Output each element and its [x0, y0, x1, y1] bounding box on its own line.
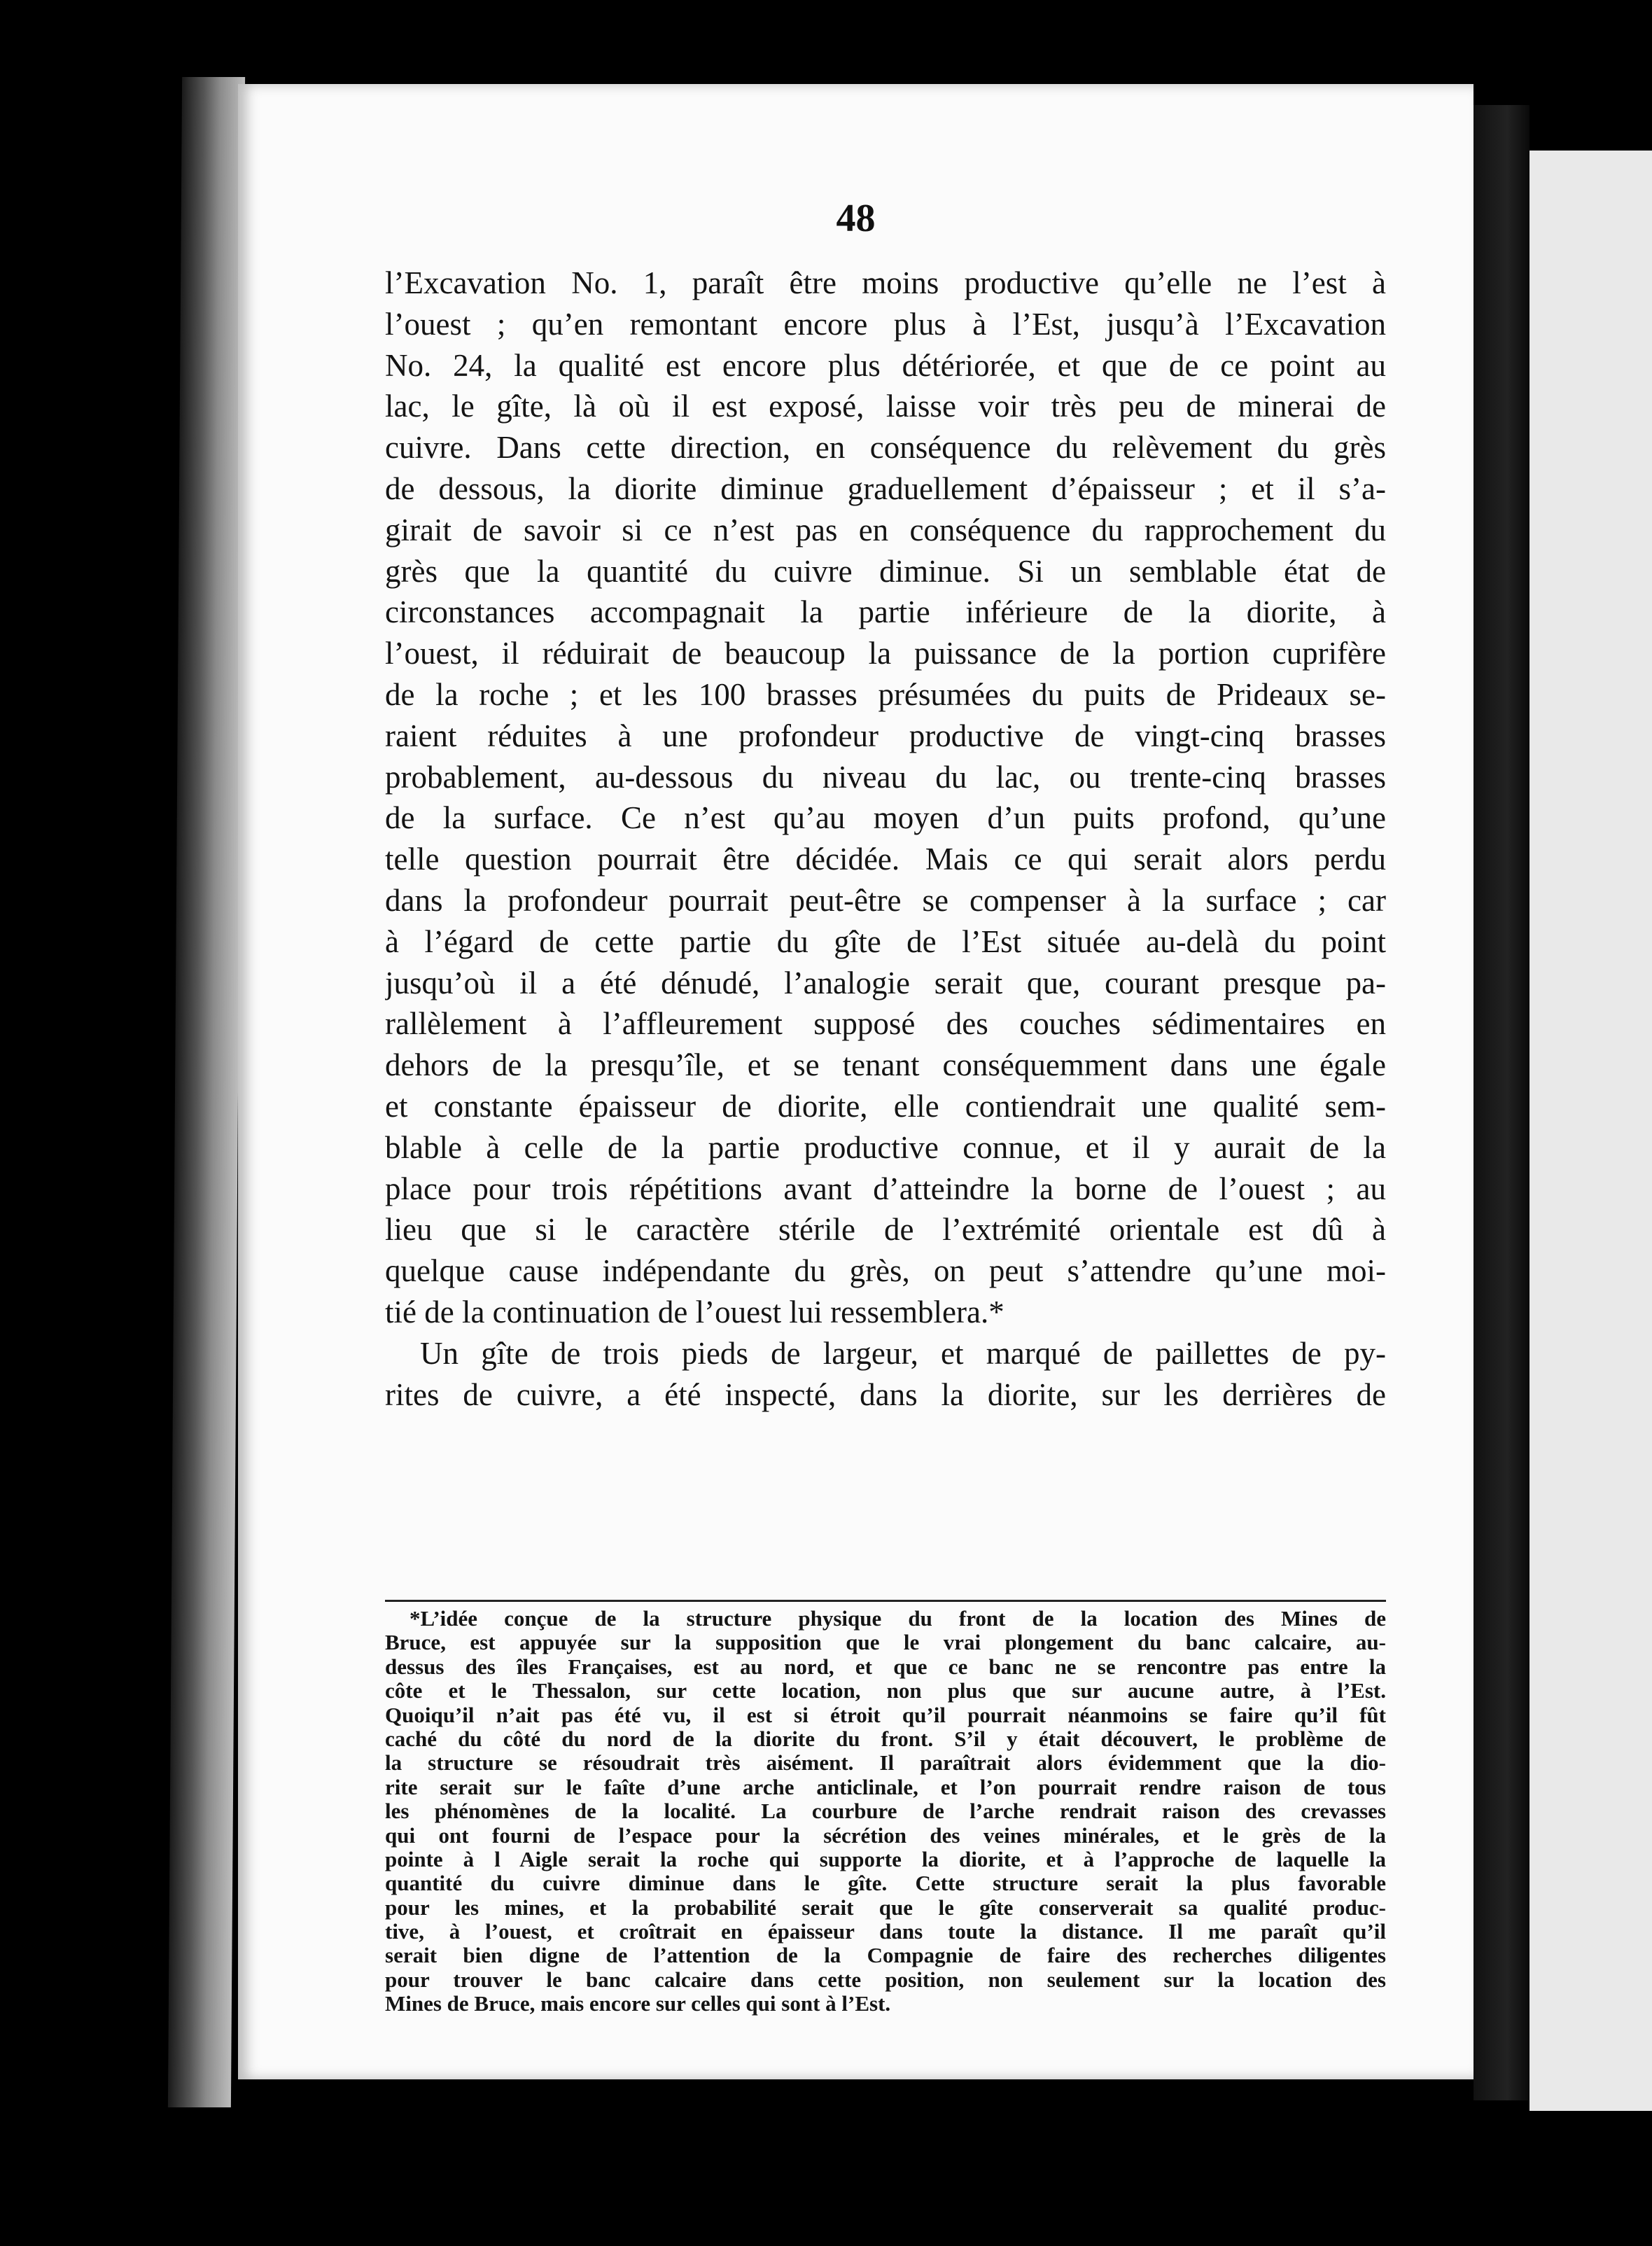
body-line: place pour trois répétitions avant d’atteindre la borne de l’ouest ; au [385, 1171, 1386, 1206]
footnote-line: pour les mines, et la probabilité serait que le gîte conserverait sa qualité produc- [385, 1895, 1386, 1920]
footnote [385, 1607, 1386, 2016]
adjacent-page-edge [1530, 151, 1652, 2111]
body-line: lac, le gîte, là où il est exposé, laisse voir très peu de minerai de [385, 389, 1386, 424]
page-number: 48 [836, 197, 876, 240]
footnote-line: dessus des îles Françaises, est au nord, et que ce banc ne se rencontre pas entre la [385, 1654, 1386, 1679]
footnote-line: caché du côté du nord de la diorite du front. S’il y était découvert, le problème de [385, 1727, 1386, 1751]
footnote-line: qui ont fourni de l’espace pour la sécrétion des veines minérales, et le grès de la [385, 1823, 1386, 1848]
footnote-line: pour trouver le banc calcaire dans cette position, non seulement sur la location des [385, 1967, 1386, 1992]
footnote-line: la structure se résoudrait très aisément. Il paraîtrait alors évidemment que la dio- [385, 1751, 1386, 1776]
body-line: jusqu’où il a été dénudé, l’analogie serait que, courant presque pa- [385, 965, 1386, 1000]
body-text [385, 263, 1386, 1415]
body-line: dehors de la presqu’île, et se tenant conséquemment dans une égale [385, 1047, 1386, 1083]
footnote-line: pointe à l Aigle serait la roche qui supporte la diorite, et à l’approche de laquelle la [385, 1847, 1386, 1871]
body-line: l’Excavation No. 1, paraît être moins productive qu’elle ne l’est à [385, 265, 1386, 300]
body-line: rites de cuivre, a été inspecté, dans la diorite, sur les derrières de [385, 1376, 1386, 1412]
body-line: de la roche ; et les 100 brasses présumées du puits de Prideaux se- [385, 676, 1386, 712]
body-line: et constante épaisseur de diorite, elle contiendrait une qualité sem- [385, 1088, 1386, 1124]
footnote-divider [385, 1600, 1386, 1602]
body-line: blable à celle de la partie productive connue, et il y aurait de la [385, 1129, 1386, 1165]
book-binding-shadow [168, 77, 245, 2107]
footnote-line: les phénomènes de la localité. La courbure de l’arche rendrait raison des crevasses [385, 1799, 1386, 1824]
body-line: tié de la continuation de l’ouest lui ressemblera.* [385, 1294, 1004, 1330]
body-line: quelque cause indépendante du grès, on peut s’attendre qu’une moi- [385, 1253, 1386, 1289]
body-line: Un gîte de trois pieds de largeur, et marqué de paillettes de py- [420, 1335, 1386, 1371]
body-line: circonstances accompagnait la partie inférieure de la diorite, à [385, 594, 1386, 630]
page-gutter [1474, 105, 1530, 2100]
body-line: rallèlement à l’affleurement supposé des couches sédimentaires en [385, 1006, 1386, 1042]
body-line: l’ouest ; qu’en remontant encore plus à l’Est, jusqu’à l’Excavation [385, 306, 1386, 342]
body-line: l’ouest, il réduirait de beaucoup la puissance de la portion cuprifère [385, 636, 1386, 671]
body-line: lieu que si le caractère stérile de l’extrémité orientale est dû à [385, 1212, 1386, 1248]
footnote-line: quantité du cuivre diminue dans le gîte. Cette structure serait la plus favorable [385, 1871, 1386, 1896]
footnote-line: Quoiqu’il n’ait pas été vu, il est si étroit qu’il pourrait néanmoins se faire qu’il fût [385, 1703, 1386, 1727]
footnote-line: rite serait sur le faîte d’une arche anticlinale, et l’on pourrait rendre raison de tous [385, 1775, 1386, 1799]
body-line: de la surface. Ce n’est qu’au moyen d’un puits profond, qu’une [385, 800, 1386, 836]
body-line: probablement, au-dessous du niveau du lac, ou trente-cinq brasses [385, 759, 1386, 795]
body-line: telle question pourrait être décidée. Mais ce qui serait alors perdu [385, 842, 1386, 877]
footnote-line: Mines de Bruce, mais encore sur celles qui sont à l’Est. [385, 1992, 891, 2016]
footnote-line: Bruce, est appuyée sur la supposition que le vrai plongement du banc calcaire, au- [385, 1631, 1386, 1655]
body-line: de dessous, la diorite diminue graduellement d’épaisseur ; et il s’a- [385, 470, 1386, 506]
body-line: raient réduites à une profondeur productive de vingt-cinq brasses [385, 718, 1386, 753]
body-line: à l’égard de cette partie du gîte de l’Est située au-delà du point [385, 923, 1386, 959]
body-line: No. 24, la qualité est encore plus détériorée, et que de ce point au [385, 347, 1386, 383]
footnote-line: *L’idée conçue de la structure physique du front de la location des Mines de [410, 1607, 1386, 1631]
body-line: dans la profondeur pourrait peut-être se compenser à la surface ; car [385, 882, 1386, 918]
body-line: cuivre. Dans cette direction, en conséquence du relèvement du grès [385, 430, 1386, 466]
scanned-page [238, 84, 1474, 2079]
footnote-line: serait bien digne de l’attention de la Compagnie de faire des recherches diligentes [385, 1944, 1386, 1968]
body-line: grès que la quantité du cuivre diminue. Si un semblable état de [385, 553, 1386, 589]
footnote-line: tive, à l’ouest, et croîtrait en épaisseur dans toute la distance. Il me paraît qu’il [385, 1920, 1386, 1944]
footnote-line: côte et le Thessalon, sur cette location, non plus que sur aucune autre, à l’Est. [385, 1679, 1386, 1703]
body-line: girait de savoir si ce n’est pas en conséquence du rapprochement du [385, 512, 1386, 547]
